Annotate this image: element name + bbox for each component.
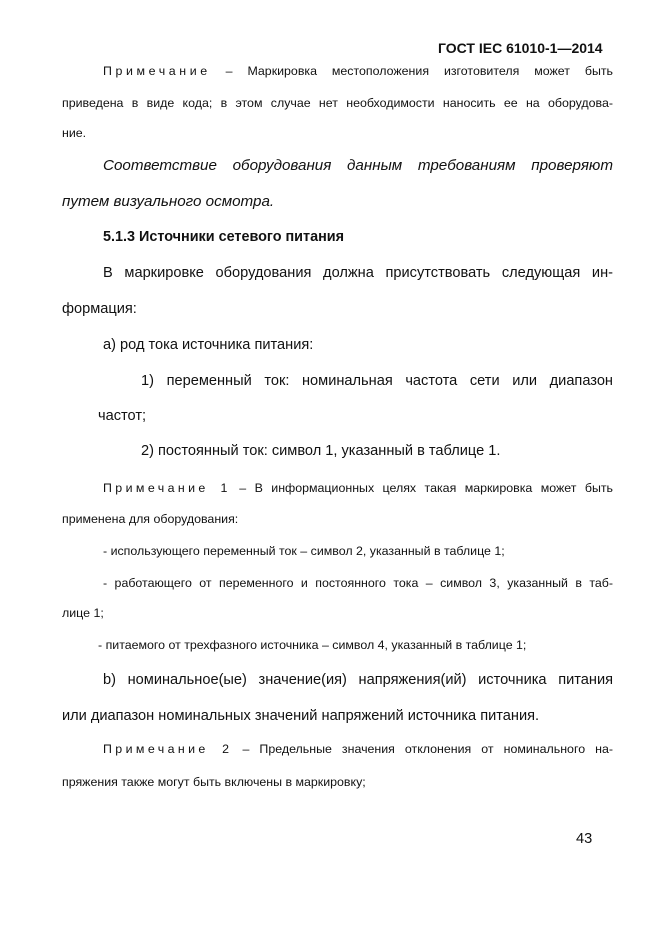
page-number: 43 — [576, 831, 593, 847]
note1-line-1 — [103, 481, 613, 495]
verification-line-2: путем визуального осмотра. — [62, 193, 275, 210]
sub-item-1-line-1: 1) переменный ток: номинальная частота сети или диапазон — [141, 373, 613, 389]
item-b-line-2: или диапазон номинальных значений напряжений источника питания. — [62, 708, 540, 724]
note-location-line-1 — [103, 64, 613, 78]
note1-bullet-1: - использующего переменный ток – символ 2, указанный в таблице 1; — [103, 544, 505, 558]
note-location-line-3: ние. — [62, 126, 87, 140]
verification-line-1: Соответствие оборудования данным требованиям проверяют — [103, 157, 613, 174]
intro-line-2: формация: — [62, 301, 137, 317]
sub-item-2: 2) постоянный ток: символ 1, указанный в таблице 1. — [141, 443, 501, 459]
section-heading: 5.1.3 Источники сетевого питания — [103, 229, 345, 245]
note2-label: Примечание 2 — [103, 742, 233, 756]
document-header: ГОСТ IEC 61010-1—2014 — [438, 40, 603, 56]
item-a: а) род тока источника питания: — [103, 337, 314, 353]
note2-text: – Предельные значения отклонения от номинального на- — [242, 742, 613, 756]
note1-bullet-3: - питаемого от трехфазного источника – символ 4, указанный в таблице 1; — [98, 638, 527, 652]
note-text: – Маркировка местоположения изготовителя может быть — [225, 64, 613, 78]
item-b-line-1: b) номинальное(ые) значение(ия) напряжения(ий) источника питания — [103, 672, 613, 688]
note2-line-2: пряжения также могут быть включены в маркировку; — [62, 775, 366, 789]
sub-item-1-line-2: частот; — [98, 408, 147, 424]
note1-bullet-2-line-2: лице 1; — [62, 606, 104, 620]
note1-bullet-2-line-1: - работающего от переменного и постоянного тока – символ 3, указанный в таб- — [103, 576, 613, 590]
note2-line-1 — [103, 742, 613, 756]
note-label: Примечание — [103, 64, 211, 78]
note1-text: – В информационных целях такая маркировка может быть — [239, 481, 613, 495]
intro-line-1: В маркировке оборудования должна присутствовать следующая ин- — [103, 265, 613, 281]
note-location-line-2: приведена в виде кода; в этом случае нет необходимости наносить ее на оборудова- — [62, 96, 613, 110]
note1-label: Примечание 1 — [103, 481, 231, 495]
note1-line-2: применена для оборудования: — [62, 512, 239, 526]
